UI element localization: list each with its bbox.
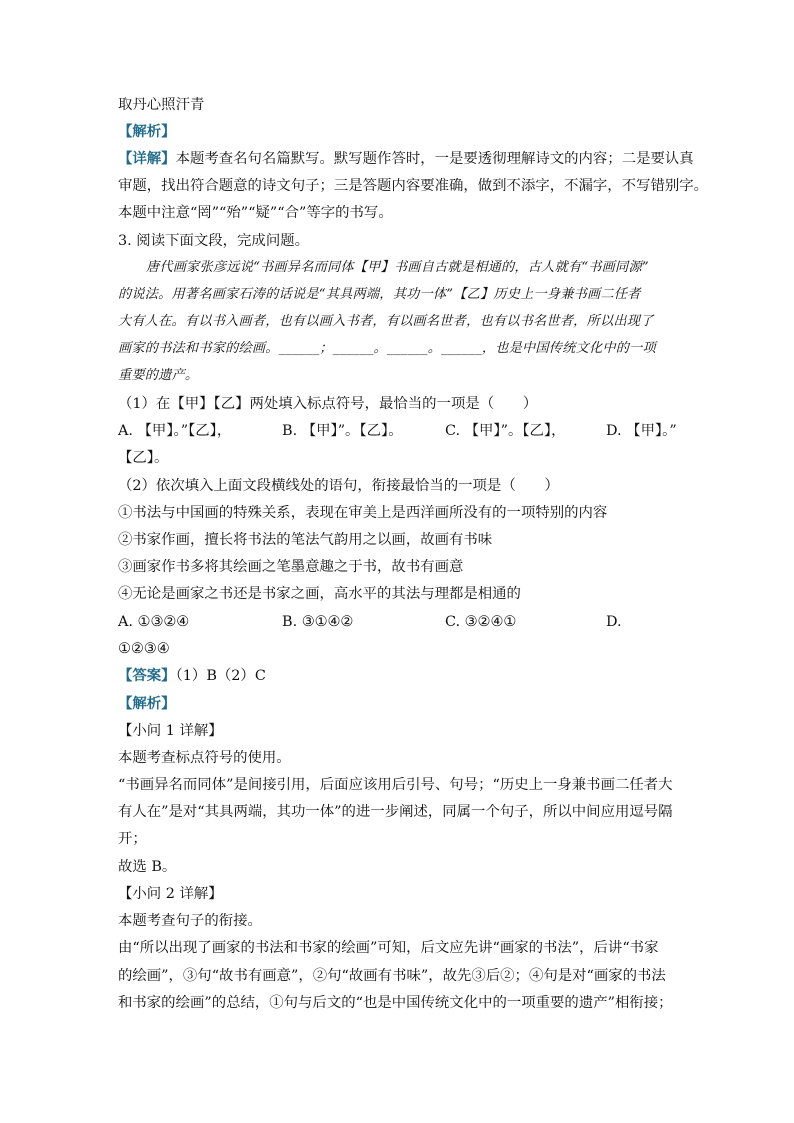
- sub-detail-heading: 【小问 1 详解】: [118, 723, 223, 739]
- answer-line: [118, 666, 688, 686]
- explanation-line: 和书家的绘画”的总结，①句与后文的“也是中国传统文化中的一项重要的遗产”相衔接；: [118, 995, 673, 1011]
- answer-text: （1）B（2）C: [175, 668, 266, 684]
- sub-question-stem: （2）依次填入上面文段横线处的语句，衔接最恰当的一项是（ ）: [118, 478, 559, 494]
- passage-line: 的说法。用著名画家石涛的话说是“其具两端，其功一体”【乙】历史上一身兼书画二任者: [118, 287, 641, 302]
- sentence-item: ②书家作画，擅长将书法的笔法气韵用之以画，故画有书味: [118, 532, 493, 548]
- sentence-item: ④无论是画家之书还是书家之画，高水平的其法与理都是相通的: [118, 586, 521, 602]
- option-b: B. 【甲】”。【乙】。: [282, 423, 403, 439]
- analysis-tag: 【解析】: [118, 695, 176, 712]
- detail-paragraph-line: [118, 149, 694, 169]
- detail-text: 本题考查名句名篇默写。默写题作答时，一是要透彻理解诗文的内容；二是要认真: [175, 151, 694, 167]
- option-c: C. 【甲】”。【乙】，: [445, 423, 566, 439]
- option-b: B. ③①④②: [282, 614, 354, 630]
- passage-line: 重要的遗产。: [118, 368, 199, 383]
- explanation-line: “书画异名而同体”是间接引用，后面应该用后引号、句号；“历史上一身兼书画二任者大: [118, 777, 673, 793]
- detail-paragraph-line: 本题中注意“罔”“殆”“疑”“合”等字的书写。: [118, 205, 393, 221]
- explanation-line: 由“所以出现了画家的书法和书家的绘画”可知，后文应先讲“画家的书法”，后讲“书家: [118, 940, 659, 956]
- option-c: C. ③②④①: [445, 614, 517, 630]
- explanation-line: 故选 B。: [118, 859, 177, 875]
- question-title: 3. 阅读下面文段，完成问题。: [118, 233, 309, 249]
- option-a: A. 【甲】。”【乙】，: [118, 423, 232, 439]
- detail-tag: 【详解】: [118, 150, 176, 167]
- passage-line: 大有人在。有以书入画者，也有以画入书者，有以画名世者，也有以书名世者，所以出现了: [118, 314, 654, 329]
- analysis-tag: 【解析】: [118, 123, 176, 140]
- answer-tag: 【答案】: [118, 667, 176, 684]
- option-a: A. ①③②④: [118, 614, 190, 630]
- explanation-line: 开；: [118, 831, 147, 847]
- explanation-line: 本题考查标点符号的使用。: [118, 750, 291, 766]
- explanation-line: 有人在”是对“其具两端，其功一体”的进一步阐述，同属一个句子，所以中间应用逗号隔: [118, 804, 673, 820]
- answer-line: 取丹心照汗青: [118, 97, 205, 113]
- explanation-line: 的绘画”，③句“故书有画意”，②句“故画有书味”，故先③后②；④句是对“画家的书法: [118, 968, 666, 984]
- sentence-item: ③画家作书多将其绘画之笔墨意趣之于书，故书有画意: [118, 559, 464, 575]
- sentence-item: ①书法与中国画的特殊关系，表现在审美上是西洋画所没有的一项特别的内容: [118, 505, 608, 521]
- option-d-continued: 【乙】。: [118, 450, 169, 466]
- option-d: D. 【甲】。”: [606, 423, 677, 439]
- passage-line: 唐代画家张彦远说“书画异名而同体【甲】书画自古就是相通的，古人就有“书画同源”: [146, 260, 649, 275]
- sub-detail-heading: 【小问 2 详解】: [118, 886, 223, 902]
- detail-paragraph-line: 审题，找出符合题意的诗文句子；三是答题内容要准确，做到不添字，不漏字，不写错别字。: [118, 178, 709, 194]
- option-d-continued: ①②③④: [118, 641, 170, 657]
- option-d: D.: [606, 614, 622, 630]
- explanation-line: 本题考查句子的衔接。: [118, 913, 262, 929]
- sub-question-stem: （1）在【甲】【乙】两处填入标点符号，最恰当的一项是（ ）: [118, 396, 538, 412]
- passage-line: 画家的书法和书家的绘画。______；______。______。______，也是中国传统文化中的一项: [118, 341, 656, 356]
